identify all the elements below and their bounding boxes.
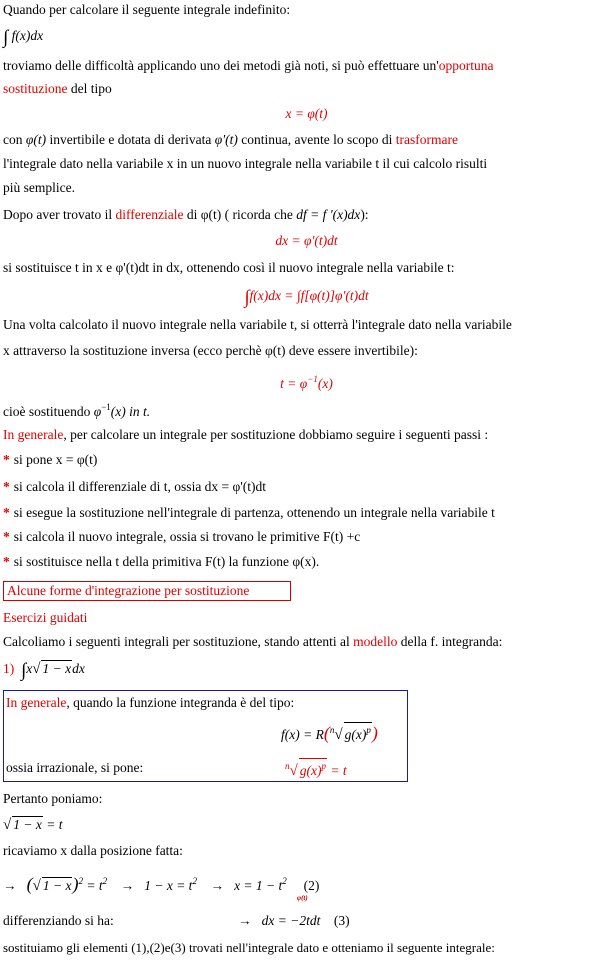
formula-part: dx = −2tdt xyxy=(261,913,321,928)
sqrt-icon: √ xyxy=(289,763,298,779)
step-text: si esegue la sostituzione nell'integrale di partenza, ottenendo un integrale nella variabile t xyxy=(13,505,495,520)
text: Dopo aver trovato il xyxy=(3,207,116,222)
radicand: 1 − x xyxy=(42,878,72,893)
math: φ(t) xyxy=(25,132,47,147)
radicand: 1 − x xyxy=(42,661,72,676)
math: φ'(t) xyxy=(214,132,238,147)
highlight-in-generale: In generale xyxy=(6,695,67,710)
arrow-icon: → xyxy=(120,878,135,893)
math: x xyxy=(26,661,33,676)
text: cioè sostituendo xyxy=(3,404,94,419)
bullet-star-icon: * xyxy=(3,479,10,494)
formula-inverse xyxy=(0,370,613,393)
intro-line-9 xyxy=(3,206,369,224)
text: del tipo xyxy=(67,81,112,96)
formula-body: f(x)dx = ∫f[φ(t)]φ'(t)dt xyxy=(249,288,369,303)
paren-open: ( xyxy=(323,723,330,743)
math: df = f '(x)dx xyxy=(296,207,361,222)
general-box-formula xyxy=(281,721,378,744)
exercises-intro xyxy=(3,633,502,651)
paren-close: ) xyxy=(72,874,79,894)
solution-steps: → (√ $1 - x)^2 = t^2$ → $1 - x = t^2$ → $x = 1 - t^2$ (2) xyxy=(3,874,320,894)
arrow-icon: → xyxy=(210,878,224,893)
text: troviamo delle difficoltà applicando uno dei metodi già noti, si può effettuare un' xyxy=(3,58,439,73)
highlight-sostituzione: sostituzione xyxy=(3,81,68,96)
text: invertibile e dotata di derivata xyxy=(46,132,215,147)
text: con xyxy=(3,132,26,147)
bullet-star-icon: * xyxy=(3,529,10,544)
step-1 xyxy=(3,451,97,469)
power: p xyxy=(321,761,326,771)
text: trovati nell'integrale dato e otteniamo il seguente integrale: xyxy=(185,940,495,955)
link-alcune-forme[interactable]: Alcune forme d'integrazione per sostituzione xyxy=(3,581,291,601)
superscript: −1 xyxy=(307,374,318,384)
formula-part: = t xyxy=(326,763,347,778)
bullet-star-icon: * xyxy=(3,452,10,467)
step-5 xyxy=(3,553,319,571)
formula-part: (x) xyxy=(317,376,333,391)
step-4 xyxy=(3,528,360,546)
paren-close: ) xyxy=(371,723,378,743)
step-text: si sostituisce nella t della primitiva F(t) la funzione φ(x). xyxy=(13,554,320,569)
formula-part: t = φ xyxy=(280,376,308,391)
exercise-number: 1) xyxy=(3,661,15,676)
solution-diff xyxy=(238,912,350,930)
sqrt-icon: √ xyxy=(32,661,41,677)
math: φ xyxy=(93,404,102,419)
radicand: 1 − x xyxy=(13,817,42,832)
sqrt-icon: √ xyxy=(3,817,12,833)
intro-line-6 xyxy=(3,131,458,149)
math: dx xyxy=(72,661,85,676)
solution-line-5: differenziando si ha: xyxy=(3,913,114,928)
power: p xyxy=(366,725,371,735)
intro-line-11: si sostituisce t in x e φ'(t)dt in dx, ottenendo così il nuovo integrale nella variabile t: xyxy=(3,260,455,275)
step-3 xyxy=(3,504,495,522)
brace-label: φ(t) xyxy=(297,894,308,902)
step-text: si pone x = φ(t) xyxy=(13,452,98,467)
formula-part: = t xyxy=(42,817,63,832)
radicand xyxy=(299,758,327,778)
integral-sign-icon: ∫ xyxy=(21,660,27,681)
highlight-opportuna: opportuna xyxy=(438,58,494,73)
formula-part: = t xyxy=(82,878,103,893)
superscript: −1 xyxy=(101,402,111,412)
general-box-line-1 xyxy=(6,694,294,712)
step-text: si calcola il differenziale di t, ossia dx = φ'(t)dt xyxy=(13,479,267,494)
formula-dx: dx = φ'(t)dt xyxy=(275,233,338,248)
root-index: n xyxy=(329,725,335,735)
bullet-star-icon: * xyxy=(3,505,10,520)
bullet-star-icon: * xyxy=(3,554,10,569)
highlight-in-generale: In generale xyxy=(3,427,64,442)
intro-line-3 xyxy=(3,57,493,75)
arrow-icon: → xyxy=(3,878,17,893)
general-box-substitution xyxy=(285,757,347,780)
formula-x-phi-t: x = φ(t) xyxy=(285,106,328,121)
general-rule-box xyxy=(3,690,408,782)
text: ): xyxy=(360,207,369,222)
sqrt-icon: √ xyxy=(32,878,41,894)
solution-line-1: Pertanto poniamo: xyxy=(3,791,103,806)
text: di φ(t) ( ricorda che xyxy=(183,207,297,222)
solution-line-6 xyxy=(3,939,495,957)
math: (1),(2)e(3) xyxy=(131,940,186,955)
root-index: n xyxy=(285,761,290,771)
intro-line-7: l'integrale dato nella variabile x in un nuovo integrale nella variabile t il cui calcolo risulti xyxy=(3,156,488,171)
exercise-1 xyxy=(3,660,85,680)
text: , per calcolare un integrale per sostituzione dobbiamo seguire i seguenti passi : xyxy=(63,427,489,442)
integrand: f(x)dx xyxy=(11,28,44,43)
formula-part: x = 1 − t xyxy=(234,878,283,893)
solution-eq1 xyxy=(3,816,62,834)
intro-line-4 xyxy=(3,80,112,98)
formula-substitution xyxy=(0,287,613,307)
integral-sign-icon: ∫ xyxy=(3,27,9,48)
equation-label: (2) xyxy=(303,878,320,893)
formula-part: f(x) = R xyxy=(281,727,324,742)
math: (x) in t. xyxy=(110,404,151,419)
text: Calcoliamo i seguenti integrali per sostituzione, stando attenti al xyxy=(3,634,354,649)
highlight-trasformare: trasformare xyxy=(395,132,458,147)
intro-line-8: più semplice. xyxy=(3,180,75,195)
text: continua, avente lo scopo di xyxy=(237,132,396,147)
intro-line-14: x attraverso la sostituzione inversa (ecco perchè φ(t) deve essere invertibile): xyxy=(3,343,418,358)
radicand-text: g(x) xyxy=(299,763,322,778)
step-text: si calcola il nuovo integrale, ossia si trovano le primitive F(t) +c xyxy=(13,529,361,544)
formula-part: 1 − x = t xyxy=(144,878,193,893)
paren-open: ( xyxy=(26,874,33,894)
text: , quando la funzione integranda è del tipo: xyxy=(66,695,295,710)
highlight-differenziale: differenziale xyxy=(115,207,184,222)
general-box-line-2: ossia irrazionale, si pone: xyxy=(6,760,144,775)
text: della f. integranda: xyxy=(397,634,503,649)
intro-line-13: Una volta calcolato il nuovo integrale nella variabile t, si otterrà l'integrale dato nella variabile xyxy=(3,317,512,332)
general-intro xyxy=(3,426,488,444)
integral-formula xyxy=(3,27,43,47)
equation-label: (3) xyxy=(333,913,350,928)
radicand xyxy=(344,722,372,742)
exercises-title: Esercizi guidati xyxy=(3,610,88,625)
arrow-icon: → xyxy=(238,913,252,928)
highlight-modello: modello xyxy=(353,634,398,649)
intro-line-1: Quando per calcolare il seguente integrale indefinito: xyxy=(3,2,291,17)
integral-sign-icon: ∫ xyxy=(244,287,250,308)
solution-line-3: ricaviamo x dalla posizione fatta: xyxy=(3,843,183,858)
step-2 xyxy=(3,478,266,496)
radicand-text: g(x) xyxy=(344,727,367,742)
intro-line-16 xyxy=(3,398,150,421)
sqrt-icon: √ xyxy=(334,727,343,743)
text: sostituiamo gli elementi xyxy=(3,940,132,955)
